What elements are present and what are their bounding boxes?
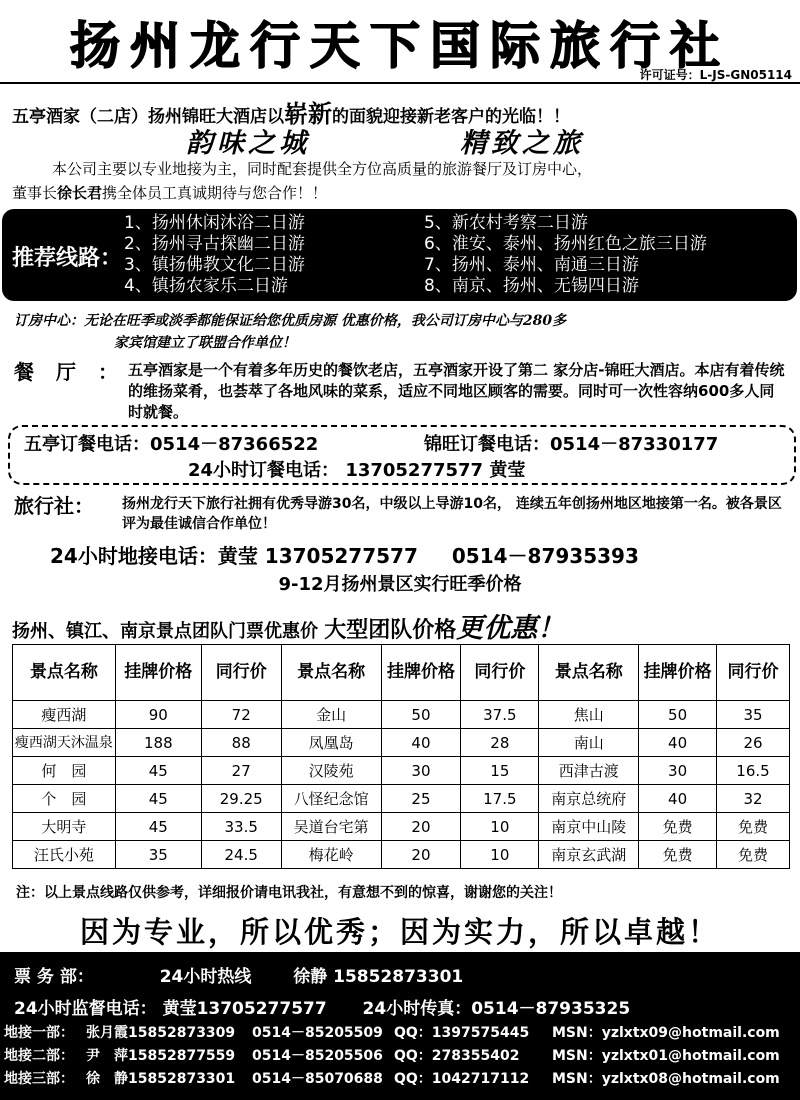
column-header: 同行价: [461, 645, 539, 701]
route-item: 8、南京、扬州、无锡四日游: [424, 276, 639, 296]
jinwang-phone: 锦旺订餐电话：0514－87330177: [424, 434, 719, 455]
table-cell: 凤凰岛: [281, 729, 381, 757]
dept-msn: MSN：yzlxtx08@hotmail.com: [552, 1071, 780, 1087]
table-cell: 南京中山陵: [539, 813, 639, 841]
table-row: [13, 841, 790, 869]
table-row: [13, 813, 790, 841]
ticket-heading-part3: 更优惠！: [456, 613, 565, 644]
agency-text: 扬州龙行天下旅行社拥有优秀导游30名，中级以上导游10名， 连续五年创扬州地区地接第一名。被各景区评为最佳诚信合作单位！: [122, 496, 782, 532]
booking-center: [14, 310, 794, 354]
restaurant-label: 餐厅：: [14, 360, 140, 384]
dept-name: 地接二部：: [4, 1048, 74, 1064]
table-cell: 35: [115, 841, 201, 869]
table-cell: 17.5: [461, 785, 539, 813]
dept-qq: QQ：1042717112: [394, 1071, 530, 1087]
table-cell: 27: [201, 757, 281, 785]
dept-contact: 尹 萍15852877559: [86, 1048, 236, 1064]
column-header: 挂牌价格: [639, 645, 717, 701]
table-row: [13, 729, 790, 757]
dept-name: 地接三部：: [4, 1071, 74, 1087]
table-cell: 50: [639, 701, 717, 729]
table-cell: 免费: [717, 813, 790, 841]
table-cell: 40: [639, 785, 717, 813]
header-divider: [0, 82, 800, 84]
agency-label: 旅行社：: [14, 494, 94, 518]
dept-contact: 张月霞15852873309: [86, 1025, 236, 1041]
ticket-dept-label: 票 务 部：: [14, 967, 94, 987]
disclaimer-note: 注：以上景点线路仅供参考，详细报价请电讯我社，有意想不到的惊喜，谢谢您的关注！: [16, 885, 562, 901]
column-header: 挂牌价格: [115, 645, 201, 701]
table-cell: 45: [115, 785, 201, 813]
recommended-routes: [2, 209, 797, 301]
route-item: 1、扬州休闲沐浴二日游: [124, 213, 305, 233]
ticket-contact: 徐静 15852873301: [293, 967, 464, 987]
dept-msn: MSN：yzlxtx09@hotmail.com: [552, 1025, 780, 1041]
table-cell: 南京总统府: [539, 785, 639, 813]
dept-qq: QQ：1397575445: [394, 1025, 530, 1041]
table-cell: 20: [381, 841, 461, 869]
table-cell: 30: [381, 757, 461, 785]
slogan-right: 精致之旅: [460, 128, 584, 159]
company-motto: 因为专业，所以优秀；因为实力，所以卓越！: [79, 915, 720, 949]
table-cell: 28: [461, 729, 539, 757]
table-cell: 88: [201, 729, 281, 757]
column-header: 挂牌价格: [381, 645, 461, 701]
dept-msn: MSN：yzlxtx01@hotmail.com: [552, 1048, 780, 1064]
intro-line1: 本公司主要以专业地接为主，同时配套提供全方位高质量的旅游餐厅及订房中心，: [52, 160, 593, 178]
table-cell: 南山: [539, 729, 639, 757]
chairman-name: 徐长君: [57, 184, 103, 202]
wuting-phone: 五亭订餐电话：0514－87366522: [24, 434, 319, 455]
column-header: 景点名称: [539, 645, 639, 701]
table-cell: 30: [639, 757, 717, 785]
table-row: [13, 785, 790, 813]
table-cell: 45: [115, 813, 201, 841]
route-item: 5、新农村考察二日游: [424, 213, 588, 233]
dept-contact: 徐 静15852873301: [86, 1071, 236, 1087]
booking-line2: 家宾馆建立了联盟合作单位！: [114, 335, 296, 351]
table-cell: 72: [201, 701, 281, 729]
agency-hotline-office: 0514－87935393: [451, 544, 639, 568]
fax-number: 24小时传真：0514－87935325: [362, 999, 631, 1019]
ticket-heading-part1: 扬州、镇江、南京景点团队门票优惠价: [12, 621, 318, 642]
table-cell: 33.5: [201, 813, 281, 841]
column-header: 同行价: [201, 645, 281, 701]
dept-tel: 0514－85205506: [252, 1048, 383, 1064]
table-cell: 吴道台宅第: [281, 813, 381, 841]
table-cell: 10: [461, 841, 539, 869]
table-cell: 焦山: [539, 701, 639, 729]
table-header-row: [13, 645, 790, 701]
table-cell: 40: [381, 729, 461, 757]
dept-tel: 0514－85070688: [252, 1071, 383, 1087]
table-row: [13, 757, 790, 785]
booking-phones-box: [8, 425, 796, 485]
table-cell: 汉陵苑: [281, 757, 381, 785]
table-cell: 免费: [717, 841, 790, 869]
column-header: 景点名称: [13, 645, 116, 701]
table-cell: 大明寺: [13, 813, 116, 841]
table-cell: 免费: [639, 813, 717, 841]
price-table: [12, 644, 790, 869]
table-cell: 个 园: [13, 785, 116, 813]
supervise-phone: 24小时监督电话： 黄莹13705277577: [14, 999, 327, 1019]
restaurant-text: 五亭酒家是一个有着多年历史的餐饮老店，五亭酒家开设了第二 家分店-锦旺大酒店。本店有着传统的维扬菜肴，也荟萃了各地风味的菜系，适应不同地区顾客的需要。同时可一次性容纳600多人同时就餐。: [128, 361, 785, 421]
agency-hotline: [50, 540, 639, 569]
license-number: 许可证号：L-JS-GN05114: [639, 68, 792, 82]
dept-tel: 0514－85205509: [252, 1025, 383, 1041]
table-cell: 25: [381, 785, 461, 813]
contact-footer: [0, 952, 800, 1100]
ticket-dept-row: [14, 962, 463, 987]
slogan-left: 韵味之城: [186, 128, 310, 159]
route-item: 3、镇扬佛教文化二日游: [124, 255, 305, 275]
table-cell: 八怪纪念馆: [281, 785, 381, 813]
intro-suffix: 携全体员工真诚期待与您合作！！: [102, 184, 328, 202]
intro-line2: [12, 181, 792, 205]
ticket-heading-part2: 大型团队价格: [324, 618, 457, 643]
table-cell: 何 园: [13, 757, 116, 785]
routes-label: 推荐线路：: [12, 246, 123, 271]
company-intro: [12, 157, 792, 205]
season-notice: 9-12月扬州景区实行旺季价格: [278, 574, 522, 595]
ticket-hotline-label: 24小时热线: [159, 967, 252, 987]
table-cell: 40: [639, 729, 717, 757]
table-cell: 90: [115, 701, 201, 729]
column-header: 同行价: [717, 645, 790, 701]
booking-line1: 订房中心：无论在旺季或淡季都能保证给您优质房源 优惠价格，我公司订房中心与280多: [14, 313, 567, 329]
table-cell: 188: [115, 729, 201, 757]
ticket-heading: [12, 606, 564, 645]
headline-emphasis: 崭新: [284, 100, 332, 128]
column-header: 景点名称: [281, 645, 381, 701]
table-cell: 29.25: [201, 785, 281, 813]
table-cell: 金山: [281, 701, 381, 729]
table-cell: 16.5: [717, 757, 790, 785]
table-cell: 西津古渡: [539, 757, 639, 785]
route-item: 2、扬州寻古探幽二日游: [124, 234, 305, 254]
table-cell: 15: [461, 757, 539, 785]
dept-qq: QQ：278355402: [394, 1048, 520, 1064]
table-cell: 汪氏小苑: [13, 841, 116, 869]
agency-hotline-mobile: 24小时地接电话：黄莹 13705277577: [50, 544, 418, 568]
table-cell: 26: [717, 729, 790, 757]
table-cell: 免费: [639, 841, 717, 869]
table-cell: 35: [717, 701, 790, 729]
table-cell: 32: [717, 785, 790, 813]
headline-part3: 的面貌迎接新老客户的光临！！: [332, 107, 570, 127]
table-cell: 50: [381, 701, 461, 729]
table-cell: 瘦西湖天沐温泉: [13, 729, 116, 757]
table-cell: 梅花岭: [281, 841, 381, 869]
table-cell: 20: [381, 813, 461, 841]
route-item: 4、镇扬农家乐二日游: [124, 276, 288, 296]
table-cell: 10: [461, 813, 539, 841]
table-cell: 瘦西湖: [13, 701, 116, 729]
routes-right-list: [424, 213, 707, 297]
routes-left-list: [124, 213, 305, 297]
page-title: 扬州龙行天下国际旅行社: [70, 17, 730, 75]
dept-name: 地接一部：: [4, 1025, 74, 1041]
table-cell: 45: [115, 757, 201, 785]
table-row: [13, 701, 790, 729]
headline-part1: 五亭酒家（二店）扬州锦旺大酒店以: [12, 107, 284, 127]
hotline-24h-dining: 24小时订餐电话： 13705277577 黄莹: [188, 460, 526, 481]
intro-prefix: 董事长: [12, 184, 58, 202]
table-cell: 南京玄武湖: [539, 841, 639, 869]
table-cell: 24.5: [201, 841, 281, 869]
route-item: 6、淮安、泰州、扬州红色之旅三日游: [424, 234, 707, 254]
table-cell: 37.5: [461, 701, 539, 729]
supervise-fax-row: [14, 994, 630, 1019]
route-item: 7、扬州、泰州、南通三日游: [424, 255, 639, 275]
